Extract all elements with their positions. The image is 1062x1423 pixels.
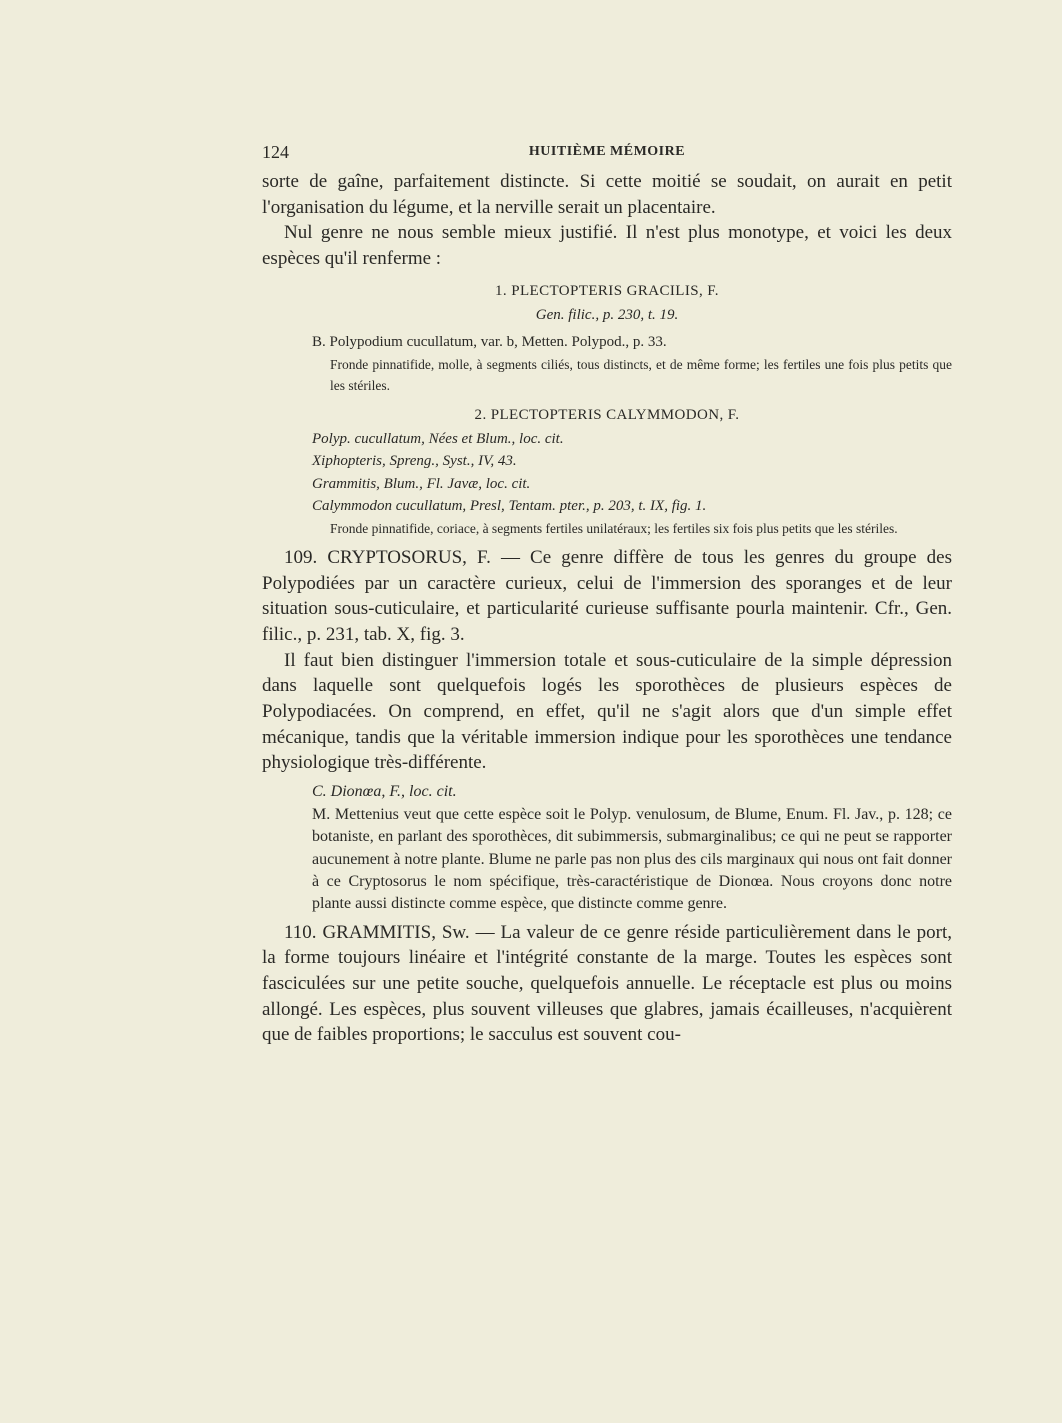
- running-title: HUITIÈME MÉMOIRE: [528, 144, 686, 159]
- paragraph-2: Nul genre ne nous semble mieux justifié. Il n'est plus monotype, et voici les deux espèces qu'il renferme :: [262, 222, 952, 270]
- species-2-synonym-2: Xiphopteris, Spreng., Syst., IV, 43.: [312, 453, 517, 470]
- running-head: [262, 142, 952, 164]
- paragraph-grammitis: 110. GRAMMITIS, Sw. — La valeur de ce genre réside particulièrement dans le port, la forme toujours linéaire et l'intégrité constante de la marge. Toutes les espèces sont fasciculées sur une petite souche, quelquefois annuelle. Le réceptacle est plus ou moins allongé. Les espèces, plus souvent villeuses que glabres, jamais écailleuses, n'acquièrent que de faibles proportions; le sacculus est souvent cou-: [262, 921, 952, 1046]
- main-text: [262, 169, 952, 1048]
- paragraph-cryptosorus: 109. CRYPTOSORUS, F. — Ce genre diffère de tous les genres du groupe des Polypodiées par un caractère curieux, celui de l'immersion des sporanges et de leur situation sous-cuticulaire, et particularité curieuse suffisante pourla maintenir. Cfr., Gen. filic., p. 231, tab. X, fig. 3.: [262, 546, 952, 645]
- species-2-synonym-1: Polyp. cucullatum, Nées et Blum., loc. cit.: [312, 430, 564, 447]
- species-1-synonym: B. Polypodium cucullatum, var. b, Metten. Polypod., p. 33.: [312, 333, 667, 350]
- species-2-description: Fronde pinnatifide, coriace, à segments fertiles unilatéraux; les fertiles six fois plus petits que les stériles.: [330, 520, 898, 536]
- species-2-synonyms: [312, 428, 952, 518]
- note-mettenius: M. Mettenius veut que cette espèce soit le Polyp. venulosum, de Blume, Enum. Fl. Jav., p. 128; ce botaniste, en parlant des sporothèces, dit subimmersis, submarginalibus; ce qui ne peut se rapporter aucunement à notre plante. Blume ne parle pas non plus des cils marginaux qui nous ont fait donner à ce Cryptosorus le nom spécifique, très-caractéristique de Dionœa. Nous croyons donc notre plante aussi distincte comme espèce, que distincte comme genre.: [312, 806, 952, 913]
- paragraph-1: sorte de gaîne, parfaitement distincte. Si cette moitié se soudait, on aurait en petit l'organisation du légume, et la nervillе serait un placentaire.: [262, 171, 952, 218]
- species-3-entry: C. Dionœa, F., loc. cit.: [312, 783, 457, 801]
- species-1-description: Fronde pinnatifide, molle, à segments ciliés, tous distincts, et de même forme; les fertiles une fois plus petits que les stériles.: [330, 356, 952, 393]
- species-1-title: 1. PLECTOPTERIS GRACILIS, F.: [495, 282, 719, 299]
- paragraph-immersion: Il faut bien distinguer l'immersion totale et sous-cuticulaire de la simple dépression dans laquelle sont quelquefois logés les sporothèces de plusieurs espèces de Polypodiacées. On comprend, en effet, qu'il ne s'agit alors que d'un simple effet mécanique, tandis que la véritable immersion indique pour les sporothèces une tendance physiologique très-différente.: [262, 649, 952, 774]
- species-1-reference: Gen. filic., p. 230, t. 19.: [535, 306, 679, 323]
- species-2-synonym-3: Grammitis, Blum., Fl. Javæ, loc. cit.: [312, 475, 531, 492]
- species-2-synonym-4: Calymmodon cucullatum, Presl, Tentam. pter., p. 203, t. IX, fig. 1.: [312, 498, 707, 515]
- species-2-title: 2. PLECTOPTERIS CALYMMODON, F.: [474, 406, 740, 423]
- page-number: 124: [262, 142, 289, 162]
